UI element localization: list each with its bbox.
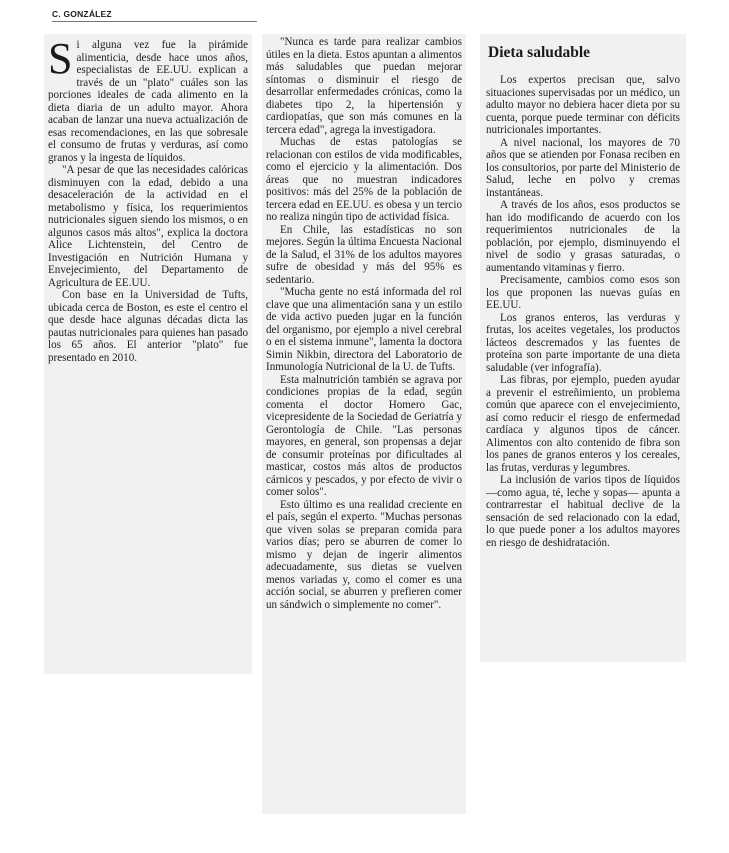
article-paragraph: "A pesar de que las necesidades calóricas disminuyen con la edad, debido a una desaceleración de la actividad en el metabolismo y física, los requerimientos nutricionales siguen siendo los mismos, o en algunos casos más altos", explica la doctora Alice Lichtenstein, del Centro de Investigación en Nutrición Humana y Envejecimiento, del Departamento de Agricultura de EE.UU. <box>48 164 248 289</box>
article-paragraph: Esta malnutrición también se agrava por condiciones propias de la edad, según comenta el doctor Homero Gac, vicepresidente de la Sociedad de Geriatría y Gerontología de Chile. "Las personas mayores, en general, son propensas a dejar de consumir proteínas por dificultades al masticar, costos más altos de productos cárnicos y pescados, y por efecto de vivir o comer solos". <box>266 373 462 498</box>
byline-rule <box>52 21 257 22</box>
article-paragraph: i alguna vez fue la pirámide alimenticia, desde hace unos años, especialistas de EE.UU. explican a través de un "plato" cuáles son las porciones ideales de cada alimento en la dieta diaria de un adulto mayor. Ahora acaban de lanzar una nueva actualización de esas recomendaciones, en las que sobresale el consumo de frutas y verduras, así como granos y la ingesta de líquidos. <box>48 39 248 164</box>
sidebar-paragraph: Las fibras, por ejemplo, pueden ayudar a prevenir el estreñimiento, un problema común que aparece con el envejecimiento, así como reducir el riesgo de enfermedad cardíaca y algunos tipos de cáncer. Alimentos con alto contenido de fibra son los panes de granos enteros y los cereales, las frutas, verduras y legumbres. <box>486 374 680 474</box>
sidebar-paragraph: La inclusión de varios tipos de líquidos —como agua, té, leche y sopas— apunta a contrarrestar el habitual declive de la sensación de sed relacionado con la edad, lo que puede poner a los adultos mayores en riesgo de deshidratación. <box>486 474 680 549</box>
article-paragraph: En Chile, las estadísticas no son mejores. Según la última Encuesta Nacional de la Salud, el 31% de los adultos mayores sufre de obesidad y más del 95% es sedentario. <box>266 223 462 286</box>
sidebar-paragraph: Los granos enteros, las verduras y frutas, los aceites vegetales, los productos lácteos descremados y las fuentes de proteína son parte importante de una dieta saludable (ver infografía). <box>486 311 680 374</box>
article-paragraph: "Mucha gente no está informada del rol clave que una alimentación sana y un estilo de vida activo pueden jugar en la función del organismo, por ejemplo a nivel cerebral o en el sistema inmune", lamenta la doctora Simin Nikbin, directora del Laboratorio de Inmunología Nutricional de la U. de Tufts. <box>266 286 462 373</box>
article-paragraph: Esto último es una realidad creciente en el país, según el experto. "Muchas personas que viven solas se preparan comida para varios días; pero se aburren de comer lo mismo y dejan de ingerir alimentos adecuadamente, sus dietas se vuelven menos variadas y, como el comer es una acción social, se aburren y prefieren comer un sándwich o simplemente no comer". <box>266 498 462 611</box>
article-column-2 <box>262 34 466 814</box>
article-paragraph: Con base en la Universidad de Tufts, ubicada cerca de Boston, es este el centro el que desde hace algunas décadas dicta las pautas nutricionales para quienes han pasado los 65 años. El anterior "plato" fue presentado en 2010. <box>48 289 248 364</box>
byline: C. GONZÁLEZ <box>52 9 112 19</box>
article-column-1 <box>44 34 252 674</box>
sidebar-box <box>480 34 686 662</box>
sidebar-paragraph: A través de los años, esos productos se han ido modificando de acuerdo con los requerimientos nutricionales de la población, por ejemplo, disminuyendo el nivel de sodio y grasas saturadas, o aumentando vitaminas y fierro. <box>486 199 680 274</box>
sidebar-paragraph: Precisamente, cambios como esos son los que proponen las nuevas guías en EE.UU. <box>486 274 680 311</box>
sidebar-paragraph: Los expertos precisan que, salvo situaciones supervisadas por un médico, un adulto mayor no debiera hacer dieta por su cuenta, porque puede terminar con déficits nutricionales importantes. <box>486 74 680 136</box>
article-paragraph: "Nunca es tarde para realizar cambios útiles en la dieta. Estos apuntan a alimentos más saludables que puedan mejorar síntomas o disminuir el riesgo de desarrollar enfermedades crónicas, como la diabetes tipo 2, la hipertensión y cardiopatías, que son más comunes en la tercera edad", agrega la investigadora. <box>266 36 462 136</box>
drop-cap: S <box>48 34 73 83</box>
sidebar-paragraph: A nivel nacional, los mayores de 70 años que se atienden por Fonasa reciben en los consultorios, por parte del Ministerio de Salud, leche en polvo y cremas instantáneas. <box>486 136 680 199</box>
sidebar-title: Dieta saludable <box>488 44 591 61</box>
article-paragraph: Muchas de estas patologías se relacionan con estilos de vida modificables, como el ejercicio y la alimentación. Dos áreas que no muestran indicadores positivos: más del 25% de la población de tercera edad en EE.UU. es obesa y un tercio no realiza ningún tipo de actividad física. <box>266 136 462 223</box>
